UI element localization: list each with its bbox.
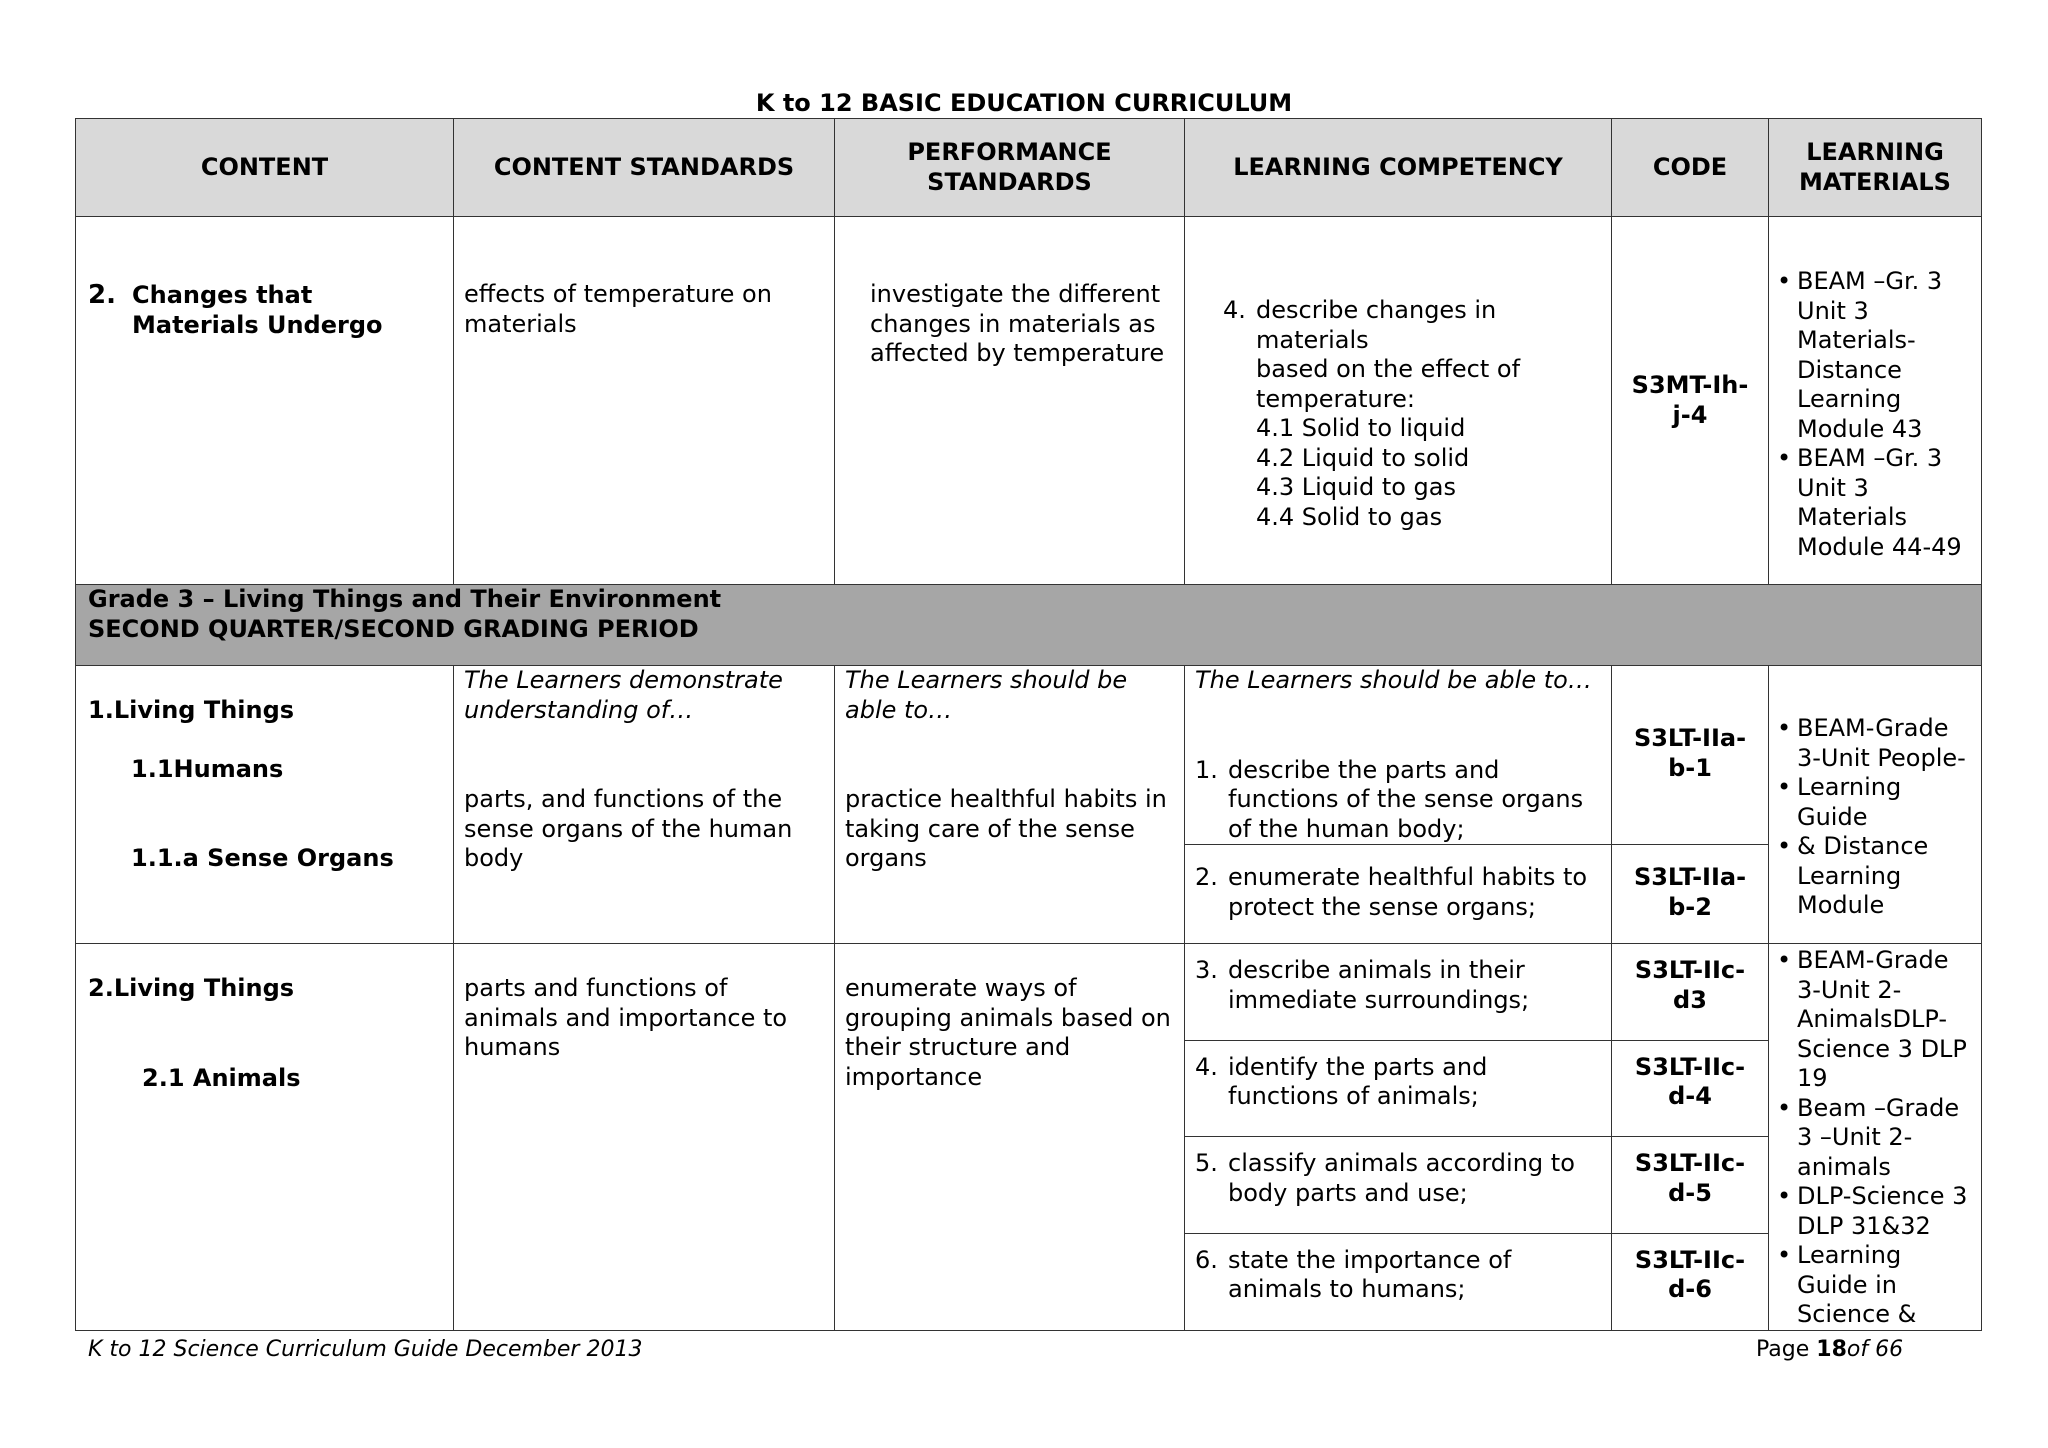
content-cell [76, 217, 454, 585]
curriculum-table [75, 118, 1982, 1331]
competency-number: 4. [1223, 296, 1246, 324]
performance-standard-cell [835, 666, 1185, 944]
material-item: • BEAM-Grade 3-Unit 2-AnimalsDLP-Science 3 DLP 19 [1797, 946, 1975, 1094]
content-cell [76, 666, 454, 944]
header-code: CODE [1612, 119, 1769, 217]
competency-cell [1185, 217, 1612, 585]
header-learning-competency: LEARNING COMPETENCY [1185, 119, 1612, 217]
code-cell [1612, 845, 1769, 944]
content-standard-text: effects of temperature on materials [464, 280, 772, 338]
material-item: • DLP-Science 3 DLP 31&32 [1797, 1182, 1975, 1241]
material-item: • & Distance Learning Module [1797, 832, 1975, 921]
performance-standard-text: enumerate ways of grouping animals based on their structure and importance [845, 974, 1171, 1091]
code-cell [1612, 944, 1769, 1041]
competency-number: 4. [1195, 1052, 1218, 1081]
code-text: S3MT-Ih-j-4 [1631, 371, 1749, 429]
content-subtopic: 1.1.a Sense Organs [131, 844, 394, 872]
content-topic: 2.Living Things [88, 974, 295, 1002]
content-standard-intro: The Learners demonstrate understanding of… [464, 666, 783, 724]
header-content: CONTENT [76, 119, 454, 217]
header-performance-standards: PERFORMANCE STANDARDS [835, 119, 1185, 217]
header-learning-materials: LEARNING MATERIALS [1769, 119, 1982, 217]
content-standard-cell [454, 217, 835, 585]
content-subtopic: 1.1Humans [131, 754, 284, 783]
code-cell [1612, 217, 1769, 585]
grade-band-period: SECOND QUARTER/SECOND GRADING PERIOD [88, 614, 699, 643]
competency-number: 3. [1195, 956, 1218, 984]
performance-standard-text: investigate the different changes in materials as affected by temperature [870, 280, 1165, 367]
competency-number: 6. [1195, 1245, 1218, 1274]
materials-cell [1769, 666, 1982, 944]
page-label: Page [1756, 1337, 1817, 1362]
content-standard-cell [454, 666, 835, 944]
table-row [76, 944, 1982, 1041]
code-text: S3LT-IIc-d3 [1634, 956, 1746, 1014]
materials-cell [1769, 944, 1982, 1331]
performance-standard-intro: The Learners should be able to… [845, 666, 1128, 724]
code-text: S3LT-IIa-b-1 [1633, 724, 1747, 782]
competency-line: based on the effect of [1256, 355, 1521, 383]
competency-number: 1. [1195, 755, 1218, 784]
material-item: • BEAM –Gr. 3 Unit 3 Materials Module 44-49 [1797, 444, 1975, 562]
material-item: • BEAM –Gr. 3 Unit 3 Materials-Distance Learning Module 43 [1797, 267, 1975, 444]
competency-cell [1185, 845, 1612, 944]
content-standard-text: parts and functions of animals and importance to humans [464, 974, 788, 1061]
competency-cell [1185, 1040, 1612, 1137]
competency-number: 2. [1195, 863, 1218, 891]
material-item: • Learning Guide in Science & [1797, 1241, 1975, 1330]
content-topic: Changes that Materials Undergo [132, 281, 383, 339]
header-row [76, 119, 1982, 217]
code-cell [1612, 1233, 1769, 1330]
competency-cell [1185, 1233, 1612, 1330]
competency-intro: The Learners should be able to… [1195, 666, 1592, 694]
competency-cell [1185, 666, 1612, 845]
grade-band-title: Grade 3 – Living Things and Their Environment [88, 585, 722, 613]
footer-page-number [1756, 1337, 1903, 1362]
competency-line: 4.1 Solid to liquid [1256, 414, 1466, 442]
code-cell [1612, 1040, 1769, 1137]
competency-text: identify the parts and functions of animals; [1228, 1052, 1488, 1111]
code-text: S3LT-IIc-d-5 [1634, 1149, 1746, 1207]
competency-line: 4.4 Solid to gas [1256, 502, 1443, 531]
competency-text: state the importance of animals to humans; [1228, 1245, 1512, 1304]
performance-standard-text: practice healthful habits in taking care of the sense organs [845, 785, 1167, 872]
competency-cell [1185, 944, 1612, 1041]
content-cell [76, 944, 454, 1331]
competency-line: describe changes in materials [1256, 296, 1497, 354]
performance-standard-cell [835, 217, 1185, 585]
performance-standard-cell [835, 944, 1185, 1331]
materials-cell [1769, 217, 1982, 585]
content-topic: 1.Living Things [88, 696, 295, 724]
code-text: S3LT-IIc-d-6 [1634, 1245, 1746, 1304]
material-item: • Beam –Grade 3 –Unit 2-animals [1797, 1094, 1975, 1183]
code-cell [1612, 666, 1769, 845]
page-current: 18 [1816, 1337, 1847, 1362]
content-standard-cell [454, 944, 835, 1331]
header-content-standards: CONTENT STANDARDS [454, 119, 835, 217]
competency-number: 5. [1195, 1149, 1218, 1178]
footer-guide-title: K to 12 Science Curriculum Guide December 2013 [88, 1337, 643, 1362]
competency-text: describe the parts and functions of the sense organs of the human body; [1228, 755, 1584, 843]
material-item: • BEAM-Grade 3-Unit People- [1797, 714, 1975, 773]
content-standard-text: parts, and functions of the sense organs of the human body [464, 785, 793, 872]
code-cell [1612, 1137, 1769, 1234]
competency-cell [1185, 1137, 1612, 1234]
competency-line: 4.3 Liquid to gas [1256, 473, 1456, 501]
competency-line: 4.2 Liquid to solid [1256, 443, 1470, 472]
document-title: K to 12 BASIC EDUCATION CURRICULUM [755, 89, 1293, 117]
competency-text: enumerate healthful habits to protect the sense organs; [1228, 863, 1588, 921]
page-total: of 66 [1846, 1337, 1904, 1362]
competency-text: describe animals in their immediate surroundings; [1228, 956, 1530, 1014]
table-row [76, 217, 1982, 585]
competency-line: temperature: [1256, 384, 1415, 413]
content-number: 2. [88, 280, 116, 310]
material-item: • Learning Guide [1797, 773, 1975, 832]
code-text: S3LT-IIa-b-2 [1633, 863, 1747, 921]
competency-text: classify animals according to body parts and use; [1228, 1149, 1575, 1207]
code-text: S3LT-IIc-d-4 [1634, 1052, 1746, 1111]
table-row [76, 666, 1982, 845]
content-subtopic: 2.1 Animals [142, 1063, 301, 1092]
grade-band-row [76, 585, 1982, 666]
